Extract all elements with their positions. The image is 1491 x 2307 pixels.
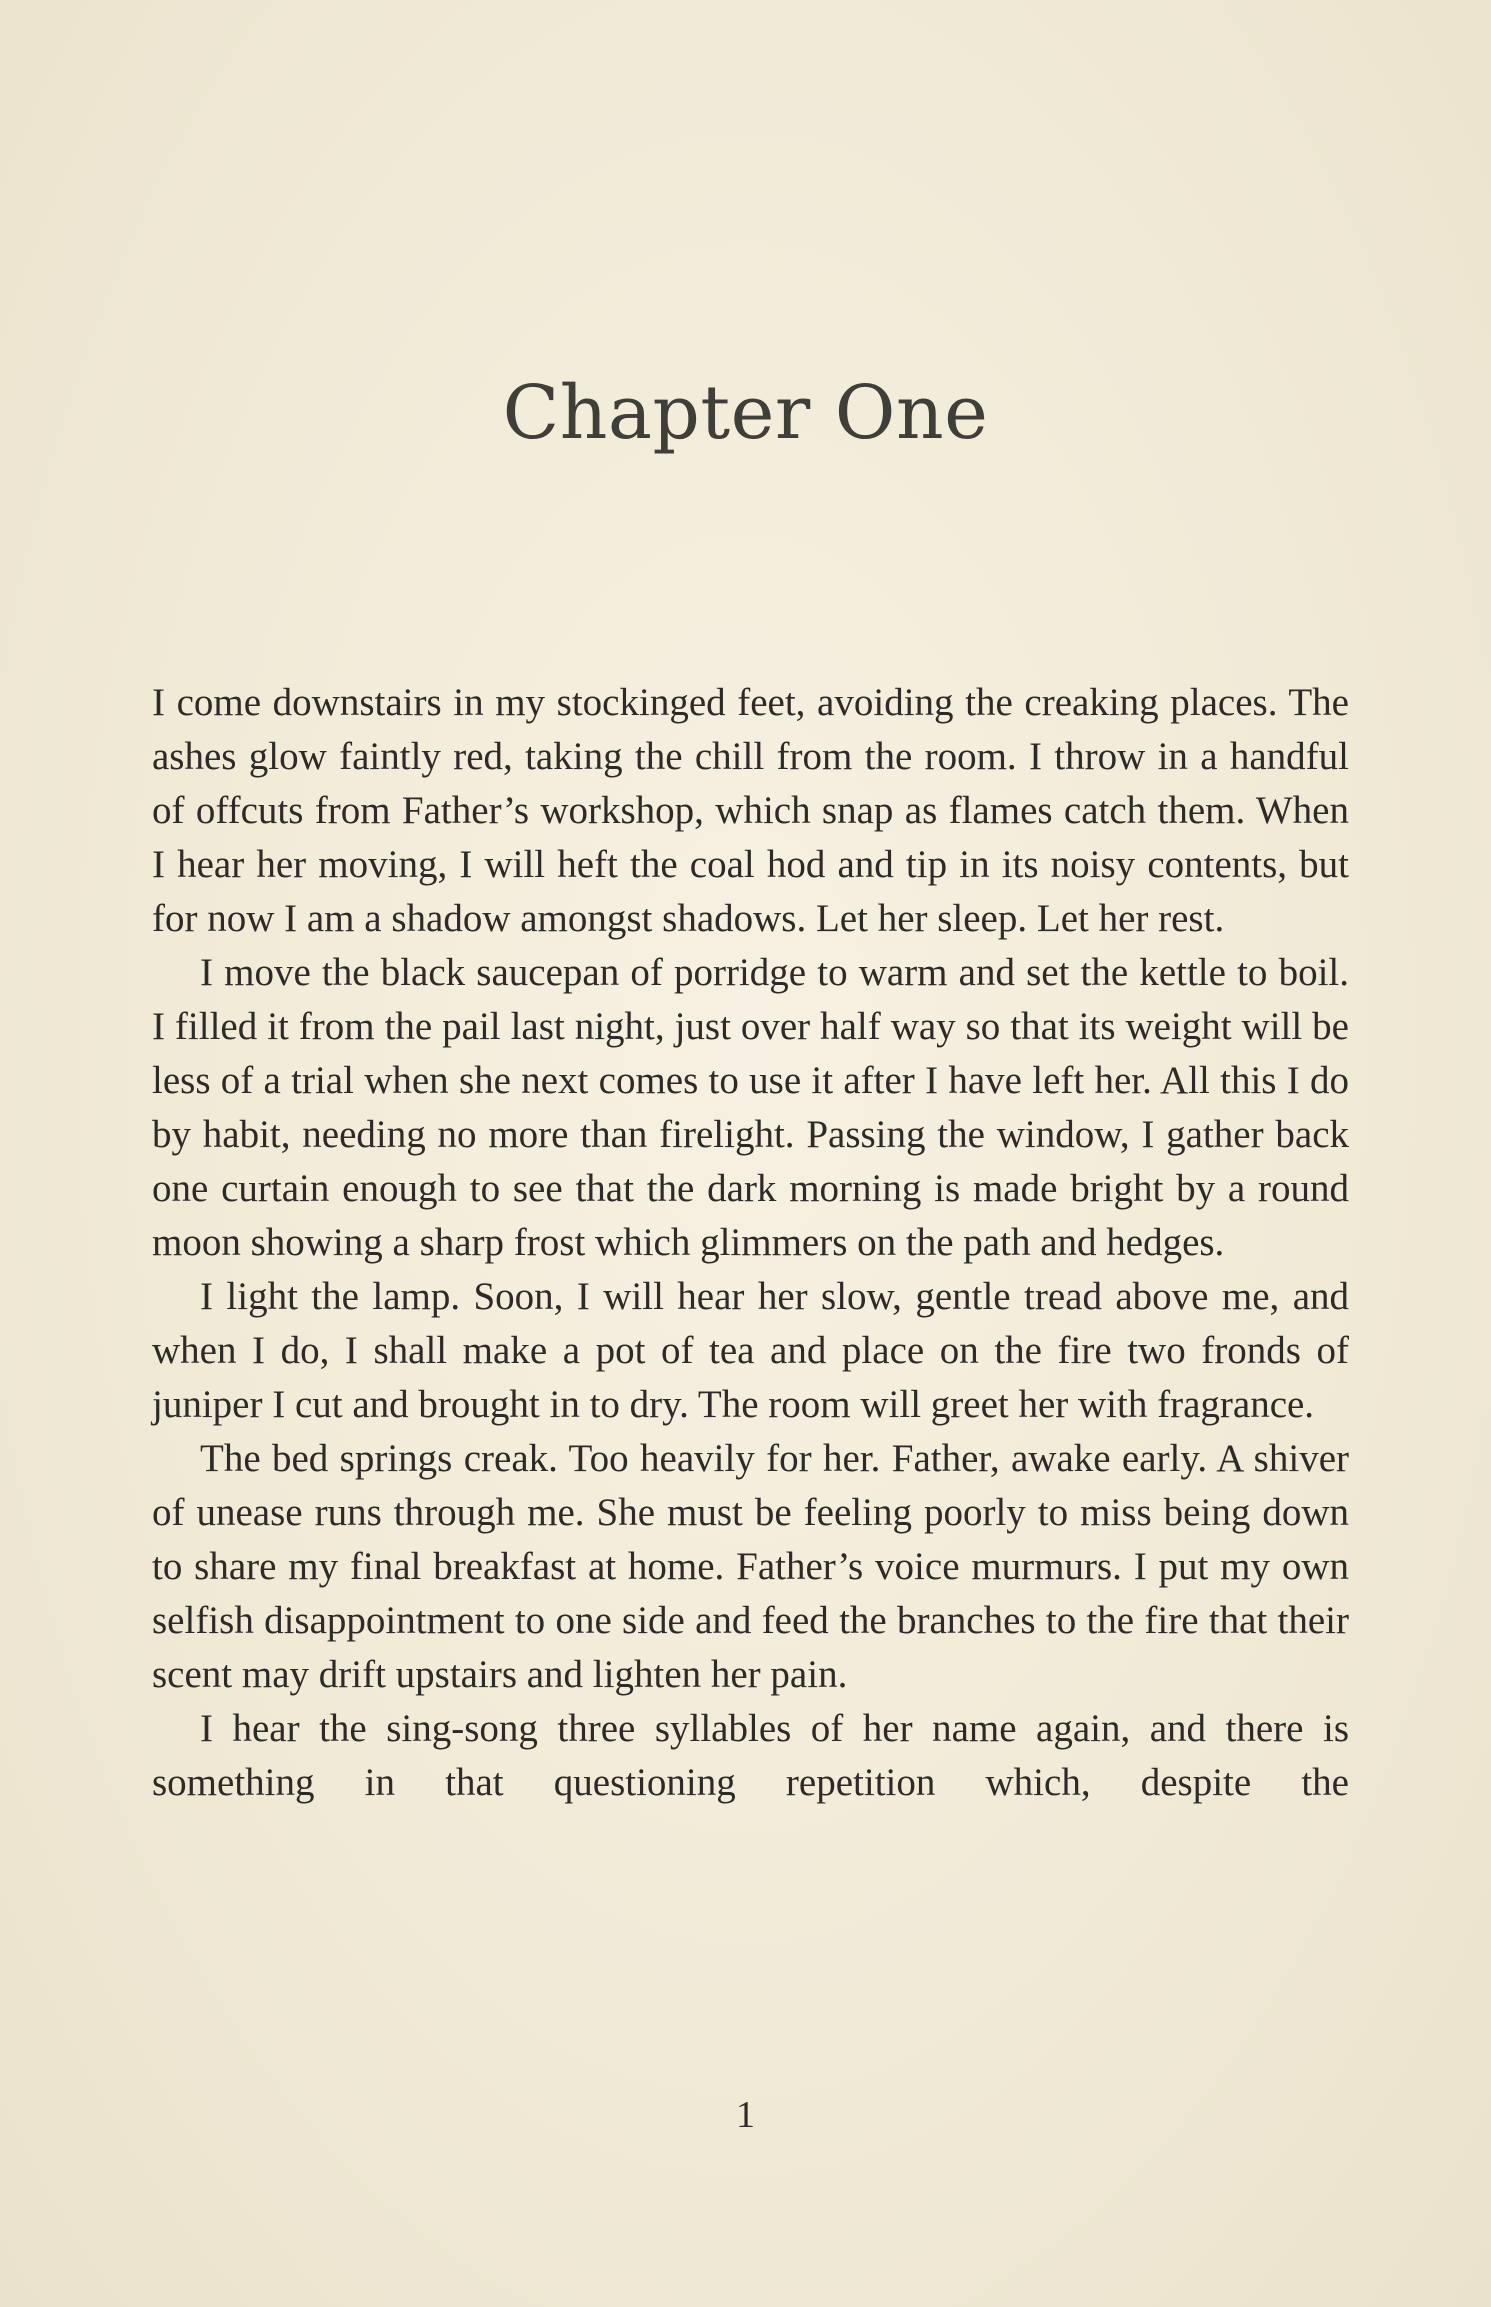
paragraph: I light the lamp. Soon, I will hear her slow, gentle tread above me, and when I do, I shall make a pot of tea and place on the fire two fronds of juniper I cut and brought in to dry. The room will greet her with fragrance. — [152, 1275, 1349, 1426]
paragraph: I move the black saucepan of porridge to warm and set the kettle to boil. I filled it from the pail last night, just over half way so that its weight will be less of a trial when she next comes to use it after I have left her. All this I do by habit, needing no more than firelight. Passing the window, I gather back one curtain enough to see that the dark morning is made bright by a round moon showing a sharp frost which glimmers on the path and hedges. — [152, 951, 1349, 1264]
page-number: 1 — [736, 2094, 755, 2136]
chapter-body — [152, 676, 1349, 1810]
chapter-title: Chapter One — [502, 370, 989, 456]
paragraph: I hear the sing-song three syllables of her name again, and there is something in that questioning repetition which, despite the — [152, 1707, 1349, 1804]
paragraph: The bed springs creak. Too heavily for her. Father, awake early. A shiver of unease runs through me. She must be feeling poorly to miss being down to share my final breakfast at home. Father’s voice murmurs. I put my own selfish disappointment to one side and feed the branches to the fire that their scent may drift upstairs and lighten her pain. — [152, 1437, 1349, 1696]
paragraph: I come downstairs in my stockinged feet, avoiding the creaking places. The ashes glow faintly red, taking the chill from the room. I throw in a handful of offcuts from Father’s workshop, which snap as flames catch them. When I hear her moving, I will heft the coal hod and tip in its noisy contents, but for now I am a shadow amongst shadows. Let her sleep. Let her rest. — [152, 681, 1349, 940]
